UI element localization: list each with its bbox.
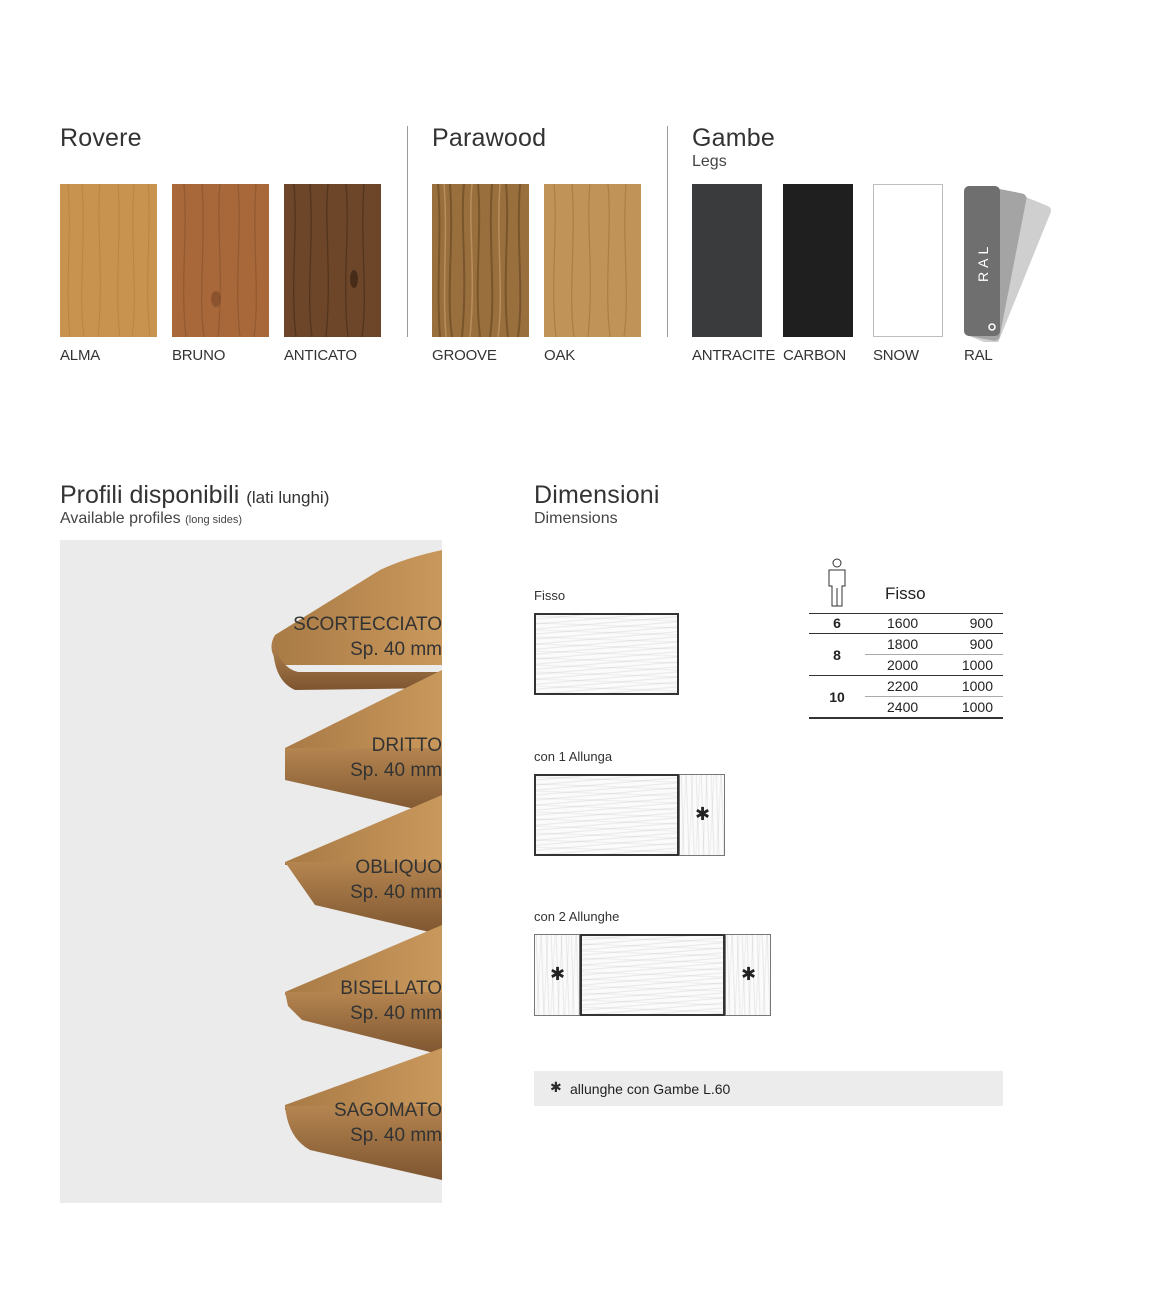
profile-thickness: Sp. 40 mm [350, 760, 442, 781]
dimensions-subtitle: Dimensions [534, 510, 618, 527]
label-anticato: ANTICATO [284, 347, 357, 364]
profile-sagomato [280, 1098, 442, 1148]
extension-marker: ✱ [695, 804, 711, 824]
label-oak: OAK [544, 347, 576, 364]
width-cell: 900 [969, 615, 993, 631]
label-bruno: BRUNO [172, 347, 226, 364]
swatch-alma[interactable] [60, 184, 157, 337]
profile-name: SAGOMATO [333, 1100, 442, 1121]
table-two-ext-diagram [580, 934, 725, 1016]
profile-dritto [280, 733, 442, 783]
one-extension-label: con 1 Allunga [534, 749, 613, 764]
table-fixed-diagram [534, 613, 679, 695]
wood-grain-bruno [172, 184, 269, 337]
profile-obliquo [280, 855, 442, 905]
divider [667, 126, 668, 337]
swatch-anticato[interactable] [284, 184, 381, 337]
profiles-title-note: (lati lunghi) [246, 488, 330, 507]
profile-thickness: Sp. 40 mm [350, 882, 442, 903]
profile-bisellato [280, 976, 442, 1026]
profile-name: BISELLATO [340, 978, 442, 999]
person-icon [826, 558, 848, 608]
profiles-subtitle-note: (long sides) [185, 514, 242, 526]
width-cell: 1000 [961, 678, 993, 694]
wood-grain-alma [60, 184, 157, 337]
profile-name: SCORTECCIATO [293, 614, 442, 635]
profiles-subtitle [60, 510, 242, 528]
wood-grain-groove [432, 184, 529, 337]
swatch-bruno[interactable] [172, 184, 269, 337]
profile-thickness: Sp. 40 mm [350, 1125, 442, 1146]
gambe-subtitle: Legs [692, 153, 727, 170]
people-count: 10 [809, 676, 865, 719]
swatch-oak[interactable] [544, 184, 641, 337]
rovere-title: Rovere [60, 124, 142, 152]
profiles-title-text: Profili disponibili [60, 481, 240, 509]
length-cell: 2000 [887, 657, 919, 673]
label-ral: RAL [964, 347, 993, 364]
width-cell: 1000 [961, 699, 993, 715]
width-cell: 1000 [961, 657, 993, 673]
table-row [809, 676, 1003, 697]
table-row [809, 634, 1003, 655]
profiles-panel [60, 540, 442, 1203]
size-table-header: Fisso [885, 584, 926, 603]
label-alma: ALMA [60, 347, 101, 364]
label-antracite: ANTRACITE [692, 347, 776, 364]
extension-marker: ✱ [550, 964, 566, 984]
profile-name: OBLIQUO [355, 857, 442, 878]
size-table [809, 613, 1003, 719]
profiles-subtitle-text: Available profiles [60, 510, 181, 527]
profile-name: DRITTO [371, 735, 442, 756]
people-count: 6 [833, 615, 841, 631]
label-snow: SNOW [873, 347, 919, 364]
wood-grain-oak [544, 184, 641, 337]
profile-scortecciato [280, 612, 442, 662]
profile-thickness: Sp. 40 mm [350, 639, 442, 660]
length-cell: 1600 [887, 615, 919, 631]
swatch-carbon[interactable] [783, 184, 853, 337]
note-text: allunghe con Gambe L.60 [570, 1081, 731, 1097]
ral-fan-text: RAL [975, 242, 991, 282]
divider [407, 126, 408, 337]
note-marker: ✱ [550, 1079, 562, 1095]
swatch-antracite[interactable] [692, 184, 762, 337]
profile-thickness: Sp. 40 mm [350, 1003, 442, 1024]
length-cell: 2400 [887, 699, 919, 715]
label-carbon: CARBON [783, 347, 846, 364]
length-cell: 2200 [887, 678, 919, 694]
table-row [809, 613, 1003, 634]
extension-marker: ✱ [741, 964, 757, 984]
width-cell: 900 [969, 636, 993, 652]
gambe-title: Gambe [692, 124, 775, 152]
length-cell: 1800 [887, 636, 919, 652]
profiles-title [60, 481, 329, 510]
ral-fan-icon[interactable] [960, 182, 1060, 342]
swatch-snow[interactable] [873, 184, 943, 337]
people-count: 8 [809, 634, 865, 676]
label-groove: GROOVE [432, 347, 497, 364]
swatch-groove[interactable] [432, 184, 529, 337]
dimensions-title: Dimensioni [534, 481, 660, 509]
two-extensions-label: con 2 Allunghe [534, 909, 620, 924]
table-one-ext-diagram [534, 774, 679, 856]
extension-note [534, 1071, 1003, 1106]
parawood-title: Parawood [432, 124, 547, 152]
wood-grain-anticato [284, 184, 381, 337]
fixed-label: Fisso [534, 588, 566, 603]
